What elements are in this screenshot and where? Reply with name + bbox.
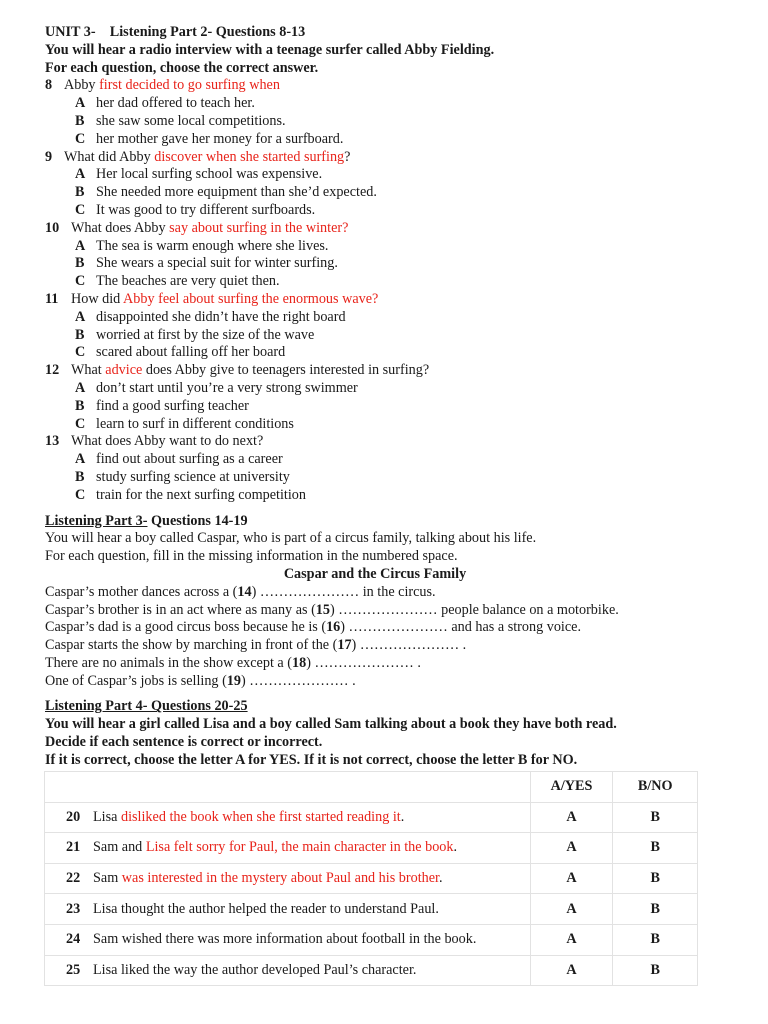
option-letter: B: [75, 255, 85, 272]
question-highlight: discover when she started surfing: [154, 148, 345, 165]
statement-number: 23: [66, 900, 81, 917]
table-row: [45, 894, 698, 925]
option-letter: A: [75, 451, 86, 468]
gap-sentence-16: [45, 619, 705, 637]
option-text: learn to surf in different conditions: [96, 415, 294, 432]
answer-yes-option[interactable]: A: [530, 924, 613, 955]
statement-23: [45, 894, 531, 925]
part4-intro: You will hear a girl called Lisa and a boy called Sam talking about a book they have both read.: [45, 716, 617, 733]
option-text: study surfing science at university: [96, 468, 290, 485]
question-11: [45, 291, 705, 309]
answer-no-option[interactable]: B: [613, 833, 698, 864]
question-12: [45, 362, 705, 380]
option-letter: B: [75, 326, 85, 343]
part4-instruction: Decide if each sentence is correct or incorrect.: [45, 734, 323, 751]
statement-highlight: disliked the book when she first started reading it: [120, 808, 401, 825]
answer-no-option[interactable]: B: [613, 802, 698, 833]
table-row: [45, 924, 698, 955]
question-text-end: does Abby give to teenagers interested in surfing?: [142, 362, 430, 379]
statement-text: Lisa: [93, 808, 121, 825]
part3-instruction: For each question, fill in the missing information in the numbered space.: [45, 548, 458, 565]
gap-blank[interactable]: ) ………………… and has a strong voice.: [340, 619, 582, 636]
option-text: The sea is warm enough where she lives.: [96, 237, 329, 254]
statement-24: [45, 924, 531, 955]
option-text: her dad offered to teach her.: [96, 95, 255, 112]
question-highlight: Abby feel about surfing the enormous wave?: [123, 290, 379, 307]
question-9: [45, 149, 705, 167]
gap-text: Caspar’s brother is in an act where as many as (: [45, 601, 316, 618]
option-text: she saw some local competitions.: [96, 112, 286, 129]
answer-yes-option[interactable]: A: [530, 833, 613, 864]
option-text: worried at first by the size of the wave: [96, 326, 315, 343]
question-number: 13: [45, 433, 60, 450]
answer-option[interactable]: [45, 398, 705, 416]
option-text: scared about falling off her board: [96, 344, 286, 361]
part4-heading: Listening Part 4- Questions 20-25: [45, 698, 248, 715]
table-header-no: B/NO: [613, 772, 698, 803]
answer-yes-option[interactable]: A: [530, 955, 613, 986]
gap-text: Caspar’s mother dances across a (: [45, 583, 238, 600]
option-text: find out about surfing as a career: [96, 451, 283, 468]
gap-number: 17: [337, 637, 352, 654]
part3-heading-underlined: Listening Part 3-: [45, 512, 148, 529]
answer-option[interactable]: [45, 238, 705, 256]
question-highlight: first decided to go surfing when: [99, 77, 280, 94]
option-text: train for the next surfing competition: [96, 486, 306, 503]
gap-text: Caspar’s dad is a good circus boss because he is (: [45, 619, 327, 636]
question-highlight: say about surfing in the winter?: [169, 219, 349, 236]
question-text: What does Abby: [71, 219, 170, 236]
question-text: What: [71, 362, 106, 379]
statement-text: Sam and: [93, 839, 146, 856]
answer-option[interactable]: [45, 380, 705, 398]
option-text: It was good to try different surfboards.: [96, 201, 316, 218]
answer-option[interactable]: [45, 344, 705, 362]
part2-question-list: [45, 77, 705, 504]
statement-number: 25: [66, 961, 81, 978]
option-letter: A: [75, 166, 86, 183]
option-text: She wears a special suit for winter surfing.: [96, 255, 338, 272]
gap-text: One of Caspar’s jobs is selling (: [45, 672, 227, 689]
answer-no-option[interactable]: B: [613, 955, 698, 986]
answer-option[interactable]: [45, 273, 705, 291]
yes-no-table: [44, 771, 698, 986]
gap-sentence-14: [45, 584, 705, 602]
gap-number: 19: [226, 672, 241, 689]
answer-option[interactable]: [45, 487, 705, 505]
answer-option[interactable]: [45, 469, 705, 487]
answer-option[interactable]: [45, 95, 705, 113]
answer-option[interactable]: [45, 184, 705, 202]
table-header-statement: [45, 772, 531, 803]
question-13: [45, 433, 705, 451]
answer-option[interactable]: [45, 451, 705, 469]
gap-sentence-15: [45, 602, 705, 620]
question-number: 8: [45, 77, 53, 94]
answer-option[interactable]: [45, 255, 705, 273]
part2-intro: You will hear a radio interview with a teenage surfer called Abby Fielding.: [45, 41, 495, 58]
option-letter: C: [75, 415, 86, 432]
statement-21: [45, 833, 531, 864]
statement-number: 20: [66, 808, 81, 825]
option-letter: A: [75, 308, 86, 325]
statement-text-end: .: [400, 808, 405, 825]
option-letter: B: [75, 112, 85, 129]
answer-option[interactable]: [45, 416, 705, 434]
gap-blank[interactable]: ) ………………… .: [306, 654, 421, 671]
part2-instruction: For each question, choose the correct answer.: [45, 59, 319, 76]
gap-sentence-18: [45, 655, 705, 673]
gap-number: 18: [292, 654, 307, 671]
option-text: Her local surfing school was expensive.: [96, 166, 323, 183]
part4-instruction-answers: If it is correct, choose the letter A for YES. If it is not correct, choose the letter B for NO.: [45, 751, 578, 768]
question-text-end: ?: [344, 148, 351, 165]
option-text: disappointed she didn’t have the right board: [96, 308, 346, 325]
part3-title: Caspar and the Circus Family: [283, 565, 467, 582]
answer-option[interactable]: [45, 327, 705, 345]
statement-text: Sam: [93, 870, 122, 887]
statement-number: 22: [66, 870, 81, 887]
question-text: How did: [71, 290, 124, 307]
statement-highlight: Lisa felt sorry for Paul, the main character in the book: [145, 839, 454, 856]
question-text: What does Abby want to do next?: [71, 433, 264, 450]
statement-highlight: was interested in the mystery about Paul and his brother: [121, 870, 439, 887]
statement-text: Lisa liked the way the author developed Paul’s character.: [93, 961, 417, 978]
part2-heading: UNIT 3- Listening Part 2- Questions 8-13: [45, 24, 306, 40]
option-letter: C: [75, 201, 86, 218]
option-letter: C: [75, 486, 86, 503]
statement-25: [45, 955, 531, 986]
option-letter: B: [75, 184, 85, 201]
question-8: [45, 77, 705, 95]
option-text: don’t start until you’re a very strong swimmer: [96, 379, 358, 396]
option-letter: B: [75, 468, 85, 485]
question-text: What did Abby: [64, 148, 155, 165]
answer-yes-option[interactable]: A: [530, 863, 613, 894]
table-header-yes: A/YES: [530, 772, 613, 803]
option-letter: C: [75, 344, 86, 361]
part3-gap-list: [45, 584, 705, 691]
table-row: [45, 833, 698, 864]
statement-text: Lisa thought the author helped the reader to understand Paul.: [93, 900, 439, 917]
answer-no-option[interactable]: B: [613, 894, 698, 925]
gap-sentence-19: [45, 673, 705, 691]
answer-no-option[interactable]: B: [613, 924, 698, 955]
part3-heading: [45, 513, 705, 531]
gap-text: Caspar starts the show by marching in front of the (: [45, 637, 338, 654]
question-number: 12: [45, 362, 60, 379]
option-letter: A: [75, 95, 86, 112]
answer-option[interactable]: [45, 309, 705, 327]
option-text: find a good surfing teacher: [96, 397, 249, 414]
gap-blank[interactable]: ) ………………… in the circus.: [251, 583, 436, 600]
table-row: [45, 802, 698, 833]
question-text: Abby: [64, 77, 100, 94]
option-text: The beaches are very quiet then.: [96, 273, 280, 290]
statement-text: Sam wished there was more information about football in the book.: [93, 931, 477, 948]
statement-number: 24: [66, 931, 81, 948]
option-letter: C: [75, 273, 86, 290]
question-number: 9: [45, 148, 53, 165]
statement-text-end: .: [453, 839, 458, 856]
statement-number: 21: [66, 839, 81, 856]
answer-no-option[interactable]: B: [613, 863, 698, 894]
option-letter: C: [75, 130, 86, 147]
gap-blank[interactable]: ) ………………… .: [351, 637, 467, 654]
option-letter: A: [75, 379, 86, 396]
worksheet-page: [45, 24, 705, 770]
gap-blank[interactable]: ) ………………… people balance on a motorbike.: [329, 601, 619, 618]
gap-sentence-17: [45, 637, 705, 655]
part3-heading-rest: Questions 14-19: [147, 512, 248, 529]
gap-number: 16: [326, 619, 341, 636]
answer-option[interactable]: [45, 113, 705, 131]
option-letter: B: [75, 397, 85, 414]
gap-text: There are no animals in the show except a (: [45, 654, 292, 671]
question-10: [45, 220, 705, 238]
answer-yes-option[interactable]: A: [530, 802, 613, 833]
table-header-row: [45, 772, 698, 803]
question-number: 10: [45, 219, 60, 236]
question-number: 11: [45, 290, 59, 307]
option-text: She needed more equipment than she’d expected.: [96, 184, 377, 201]
statement-22: [45, 863, 531, 894]
part3-intro: You will hear a boy called Caspar, who is part of a circus family, talking about his life.: [45, 530, 537, 547]
gap-number: 14: [237, 583, 252, 600]
table-row: [45, 863, 698, 894]
option-text: her mother gave her money for a surfboard.: [96, 130, 344, 147]
answer-option[interactable]: [45, 166, 705, 184]
question-highlight: advice: [105, 362, 143, 379]
table-row: [45, 955, 698, 986]
answer-yes-option[interactable]: A: [530, 894, 613, 925]
answer-option[interactable]: [45, 131, 705, 149]
statement-20: [45, 802, 531, 833]
gap-blank[interactable]: ) ………………… .: [240, 672, 356, 689]
gap-number: 15: [315, 601, 330, 618]
statement-text-end: .: [438, 870, 443, 887]
option-letter: A: [75, 237, 86, 254]
answer-option[interactable]: [45, 202, 705, 220]
